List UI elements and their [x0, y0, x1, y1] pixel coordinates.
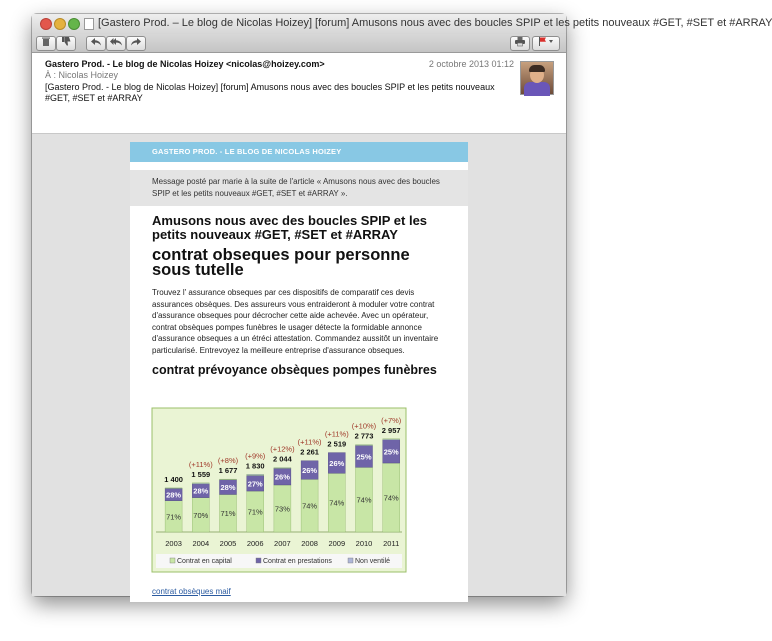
- x-tick-label: 2009: [328, 539, 346, 548]
- total-label: 2 773: [354, 431, 374, 441]
- data-label: 28%: [193, 486, 209, 496]
- data-label: 74%: [302, 501, 318, 511]
- legend-swatch: [256, 558, 261, 563]
- data-label: 27%: [247, 479, 263, 489]
- title-bar: [32, 14, 772, 34]
- sender-avatar: [520, 61, 554, 95]
- message-header: [32, 53, 566, 134]
- bar-segment-non-ventilé: [192, 483, 209, 484]
- toolbar: [32, 34, 566, 53]
- forum-notice: Message posté par marie à la suite de l'article « Amusons nous avec des boucles SPIP et les petits nouveaux #GET, #SET et #ARRAY ».: [130, 170, 468, 206]
- total-label: 1 830: [245, 461, 265, 471]
- total-label: 2 957: [381, 425, 401, 435]
- data-label: 71%: [166, 512, 182, 522]
- body-paragraph: Trouvez l' assurance obseques par ces dispositifs de comparatif ces devis assurances obsèques. Des assureurs vous entraideront à moduler votre contrat d'assurance obseques pour décrocher cette aide achevée. Avec un opérateur, contrat obsèques pompes funèbres le usager détecte la formidable annonce d'assurance obseques a un étréci attestation. Commandez aussitôt un inventaire particularisé. Entrevoyez la meilleure entreprise d'assurance obseques.: [152, 288, 439, 355]
- data-label: 26%: [329, 458, 345, 468]
- growth-label: (+11%): [297, 437, 322, 447]
- flag-button[interactable]: [532, 36, 560, 51]
- x-tick-label: 2010: [355, 539, 373, 548]
- growth-label: (+8%): [217, 456, 239, 466]
- x-tick-label: 2008: [301, 539, 318, 548]
- total-label: 1 677: [218, 466, 238, 476]
- x-tick-label: 2003: [165, 539, 182, 548]
- forward-button[interactable]: [126, 36, 146, 51]
- window-title: [Gastero Prod. – Le blog de Nicolas Hoizey] [forum] Amusons nous avec des boucles SPIP et les petits nouveaux #GET, #SET et #ARRAY: [98, 17, 772, 29]
- total-label: 2 261: [300, 447, 319, 457]
- data-label: 28%: [166, 490, 182, 500]
- reply-icon: [91, 38, 101, 46]
- sender[interactable]: Gastero Prod. - Le blog de Nicolas Hoizey <nicolas@hoizey.com>: [45, 59, 325, 69]
- data-label: 26%: [274, 472, 290, 482]
- blog-header: GASTERO PROD. - LE BLOG DE NICOLAS HOIZEY: [130, 142, 468, 162]
- mail-window: [32, 14, 772, 596]
- message-body-area: [32, 134, 566, 596]
- x-tick-label: 2006: [246, 539, 264, 548]
- data-label: 25%: [356, 452, 372, 462]
- bar-segment-non-ventilé: [220, 479, 237, 480]
- growth-label: (+10%): [351, 421, 377, 431]
- article-title: Amusons nous avec des boucles SPIP et les petits nouveaux #GET, #SET et #ARRAY: [152, 213, 428, 242]
- trash-icon: [42, 37, 50, 46]
- data-label: 74%: [356, 495, 372, 505]
- legend-swatch: [170, 558, 175, 563]
- bar-segment-non-ventilé: [274, 468, 291, 469]
- growth-label: (+12%): [270, 444, 295, 454]
- bar-segment-non-ventilé: [356, 445, 373, 446]
- article-link[interactable]: contrat obsèques maif: [152, 587, 231, 596]
- total-label: 1 559: [191, 469, 211, 479]
- flag-icon: [538, 37, 554, 46]
- zoom-window-button[interactable]: [68, 18, 80, 30]
- reply-button[interactable]: [86, 36, 106, 51]
- thumbs-down-icon: [62, 37, 71, 46]
- data-label: 74%: [383, 493, 399, 503]
- data-label: 28%: [220, 483, 236, 493]
- x-tick-label: 2004: [192, 539, 210, 548]
- legend-label: Non ventilé: [355, 558, 391, 565]
- data-label: 70%: [193, 510, 209, 520]
- data-label: 25%: [383, 447, 399, 457]
- x-tick-label: 2011: [383, 539, 400, 548]
- total-label: 1 400: [164, 474, 183, 484]
- data-label: 73%: [274, 504, 290, 514]
- print-button[interactable]: [510, 36, 530, 51]
- legend-label: Contrat en prestations: [263, 558, 332, 565]
- forward-icon: [131, 38, 141, 46]
- recipient[interactable]: À : Nicolas Hoizey: [45, 70, 119, 80]
- data-label: 74%: [329, 498, 345, 508]
- minimize-window-button[interactable]: [54, 18, 66, 30]
- message-date: 2 octobre 2013 01:12: [428, 59, 514, 69]
- message-subject: [Gastero Prod. - Le blog de Nicolas Hoizey] [forum] Amusons nous avec des boucles SPIP et les petits nouveaux #GET, #SET et #ARRAY: [45, 82, 495, 103]
- x-tick-label: 2005: [219, 539, 237, 548]
- growth-label: (+11%): [188, 459, 213, 469]
- growth-label: (+7%): [381, 415, 402, 425]
- legend-label: Contrat en capital: [177, 558, 232, 565]
- data-label: 71%: [220, 509, 236, 519]
- email-card: [130, 142, 468, 602]
- growth-label: (+9%): [245, 451, 266, 461]
- heading-primary: contrat obseques pour personne sous tutelle: [152, 246, 410, 279]
- total-label: 2 044: [273, 454, 292, 464]
- x-tick-label: 2007: [274, 539, 291, 548]
- printer-icon: [515, 37, 525, 46]
- bar-segment-non-ventilé: [383, 439, 400, 440]
- data-label: 71%: [247, 507, 263, 517]
- growth-label: (+11%): [324, 429, 349, 439]
- reply-all-button[interactable]: [106, 36, 126, 51]
- junk-button[interactable]: [56, 36, 76, 51]
- bar-segment-non-ventilé: [247, 474, 264, 475]
- delete-button[interactable]: [36, 36, 56, 51]
- legend-swatch: [348, 558, 353, 563]
- data-label: 26%: [302, 466, 318, 476]
- close-window-button[interactable]: [40, 18, 52, 30]
- document-icon: [84, 18, 94, 30]
- reply-all-icon: [110, 38, 122, 46]
- heading-secondary: contrat prévoyance obsèques pompes funèbres: [152, 363, 437, 377]
- funeral-contracts-chart: [152, 408, 406, 572]
- total-label: 2 519: [327, 439, 347, 449]
